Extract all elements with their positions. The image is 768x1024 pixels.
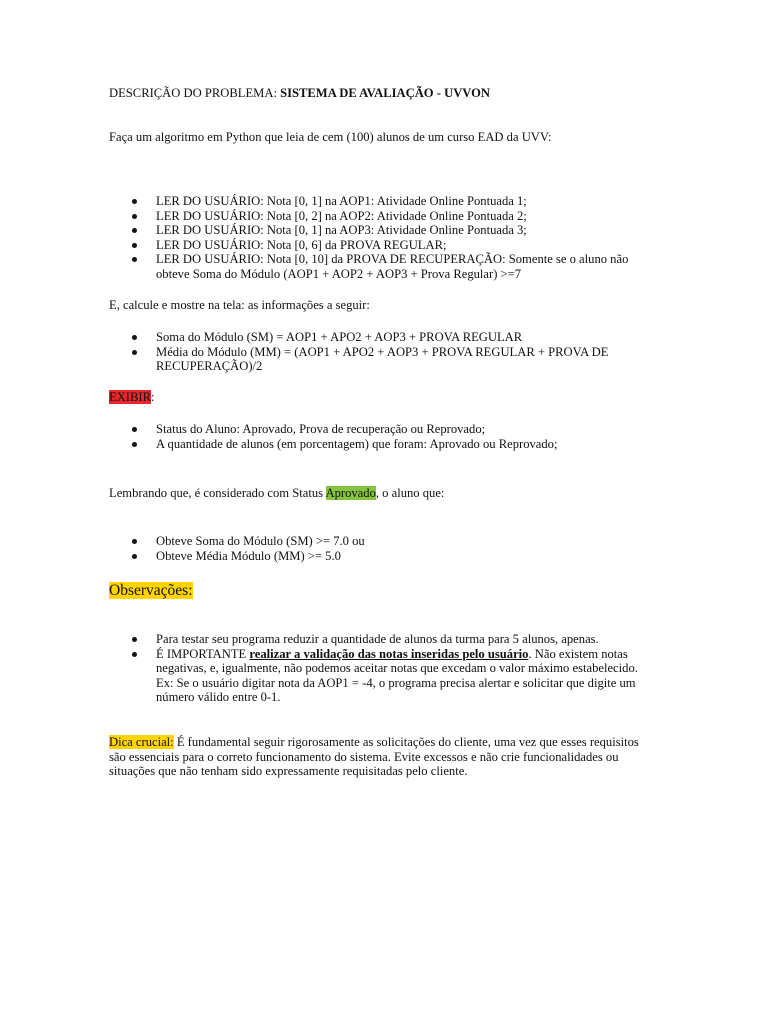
list-item: LER DO USUÁRIO: Nota [0, 2] na AOP2: Atividade Online Pontuada 2;	[109, 209, 654, 224]
list-item: Média do Módulo (MM) = (AOP1 + APO2 + AOP3 + PROVA REGULAR + PROVA DE RECUPERAÇÃO)/2	[109, 345, 654, 374]
list-item: LER DO USUÁRIO: Nota [0, 6] da PROVA REGULAR;	[109, 238, 654, 253]
list-item: A quantidade de alunos (em porcentagem) que foram: Aprovado ou Reprovado;	[109, 437, 654, 452]
observations-list	[109, 632, 654, 705]
list-item: Soma do Módulo (SM) = AOP1 + APO2 + AOP3 + PROVA REGULAR	[109, 330, 654, 345]
exibir-colon: :	[150, 390, 155, 404]
input-list	[109, 194, 654, 282]
problem-title: SISTEMA DE AVALIAÇÃO - UVVON	[280, 86, 491, 100]
list-item: Status do Aluno: Aprovado, Prova de recuperação ou Reprovado;	[109, 422, 654, 437]
list-item: Obteve Média Módulo (MM) >= 5.0	[109, 549, 654, 564]
header-label: DESCRIÇÃO DO PROBLEMA:	[109, 86, 277, 100]
observations-title: Observações:	[109, 582, 193, 599]
intro-paragraph: Faça um algoritmo em Python que leia de cem (100) alunos de um curso EAD da UVV:	[109, 130, 552, 144]
item-prefix: É IMPORTANTE	[156, 646, 250, 661]
calc-list	[109, 330, 654, 374]
item-rest: . Não existem notas negativas, e, igualmente, não podemos aceitar notas que excedam o valor máximo estabelecido. Ex: Se o usuário digitar nota da AOP1 = -4, o programa precisa alertar e solicitar que digite um número válido entre 0-1.	[156, 646, 638, 705]
tip-paragraph	[109, 735, 654, 779]
approved-paragraph	[109, 486, 654, 501]
approved-text-after: , o aluno que:	[375, 486, 445, 500]
list-item: LER DO USUÁRIO: Nota [0, 1] na AOP1: Atividade Online Pontuada 1;	[109, 194, 654, 209]
tip-label: Dica crucial:	[109, 735, 174, 749]
display-list	[109, 422, 654, 451]
validation-emphasis: realizar a validação das notas inseridas pelo usuário	[249, 646, 529, 661]
list-item: LER DO USUÁRIO: Nota [0, 1] na AOP3: Atividade Online Pontuada 3;	[109, 223, 654, 238]
list-item	[109, 647, 654, 705]
tip-text: É fundamental seguir rigorosamente as solicitações do cliente, uma vez que esses requisitos são essenciais para o correto funcionamento do sistema. Evite excessos e não crie funcionalidades ou situações que não tenham sido expressamente requisitadas pelo cliente.	[109, 735, 639, 779]
calc-intro: E, calcule e mostre na tela: as informações a seguir:	[109, 298, 370, 312]
approved-text-before: Lembrando que, é considerado com Status	[109, 486, 326, 500]
list-item: Para testar seu programa reduzir a quantidade de alunos da turma para 5 alunos, apenas.	[109, 632, 654, 647]
exibir-label: EXIBIR	[109, 390, 151, 404]
approved-highlight: Aprovado	[325, 486, 376, 500]
list-item: Obteve Soma do Módulo (SM) >= 7.0 ou	[109, 534, 654, 549]
observations-heading	[109, 582, 193, 600]
list-item: LER DO USUÁRIO: Nota [0, 10] da PROVA DE RECUPERAÇÃO: Somente se o aluno não obteve Soma do Módulo (AOP1 + AOP2 + AOP3 + Prova Regular) >=7	[109, 252, 654, 281]
criteria-list	[109, 534, 654, 563]
problem-header	[109, 86, 654, 101]
exibir-line	[109, 390, 654, 405]
